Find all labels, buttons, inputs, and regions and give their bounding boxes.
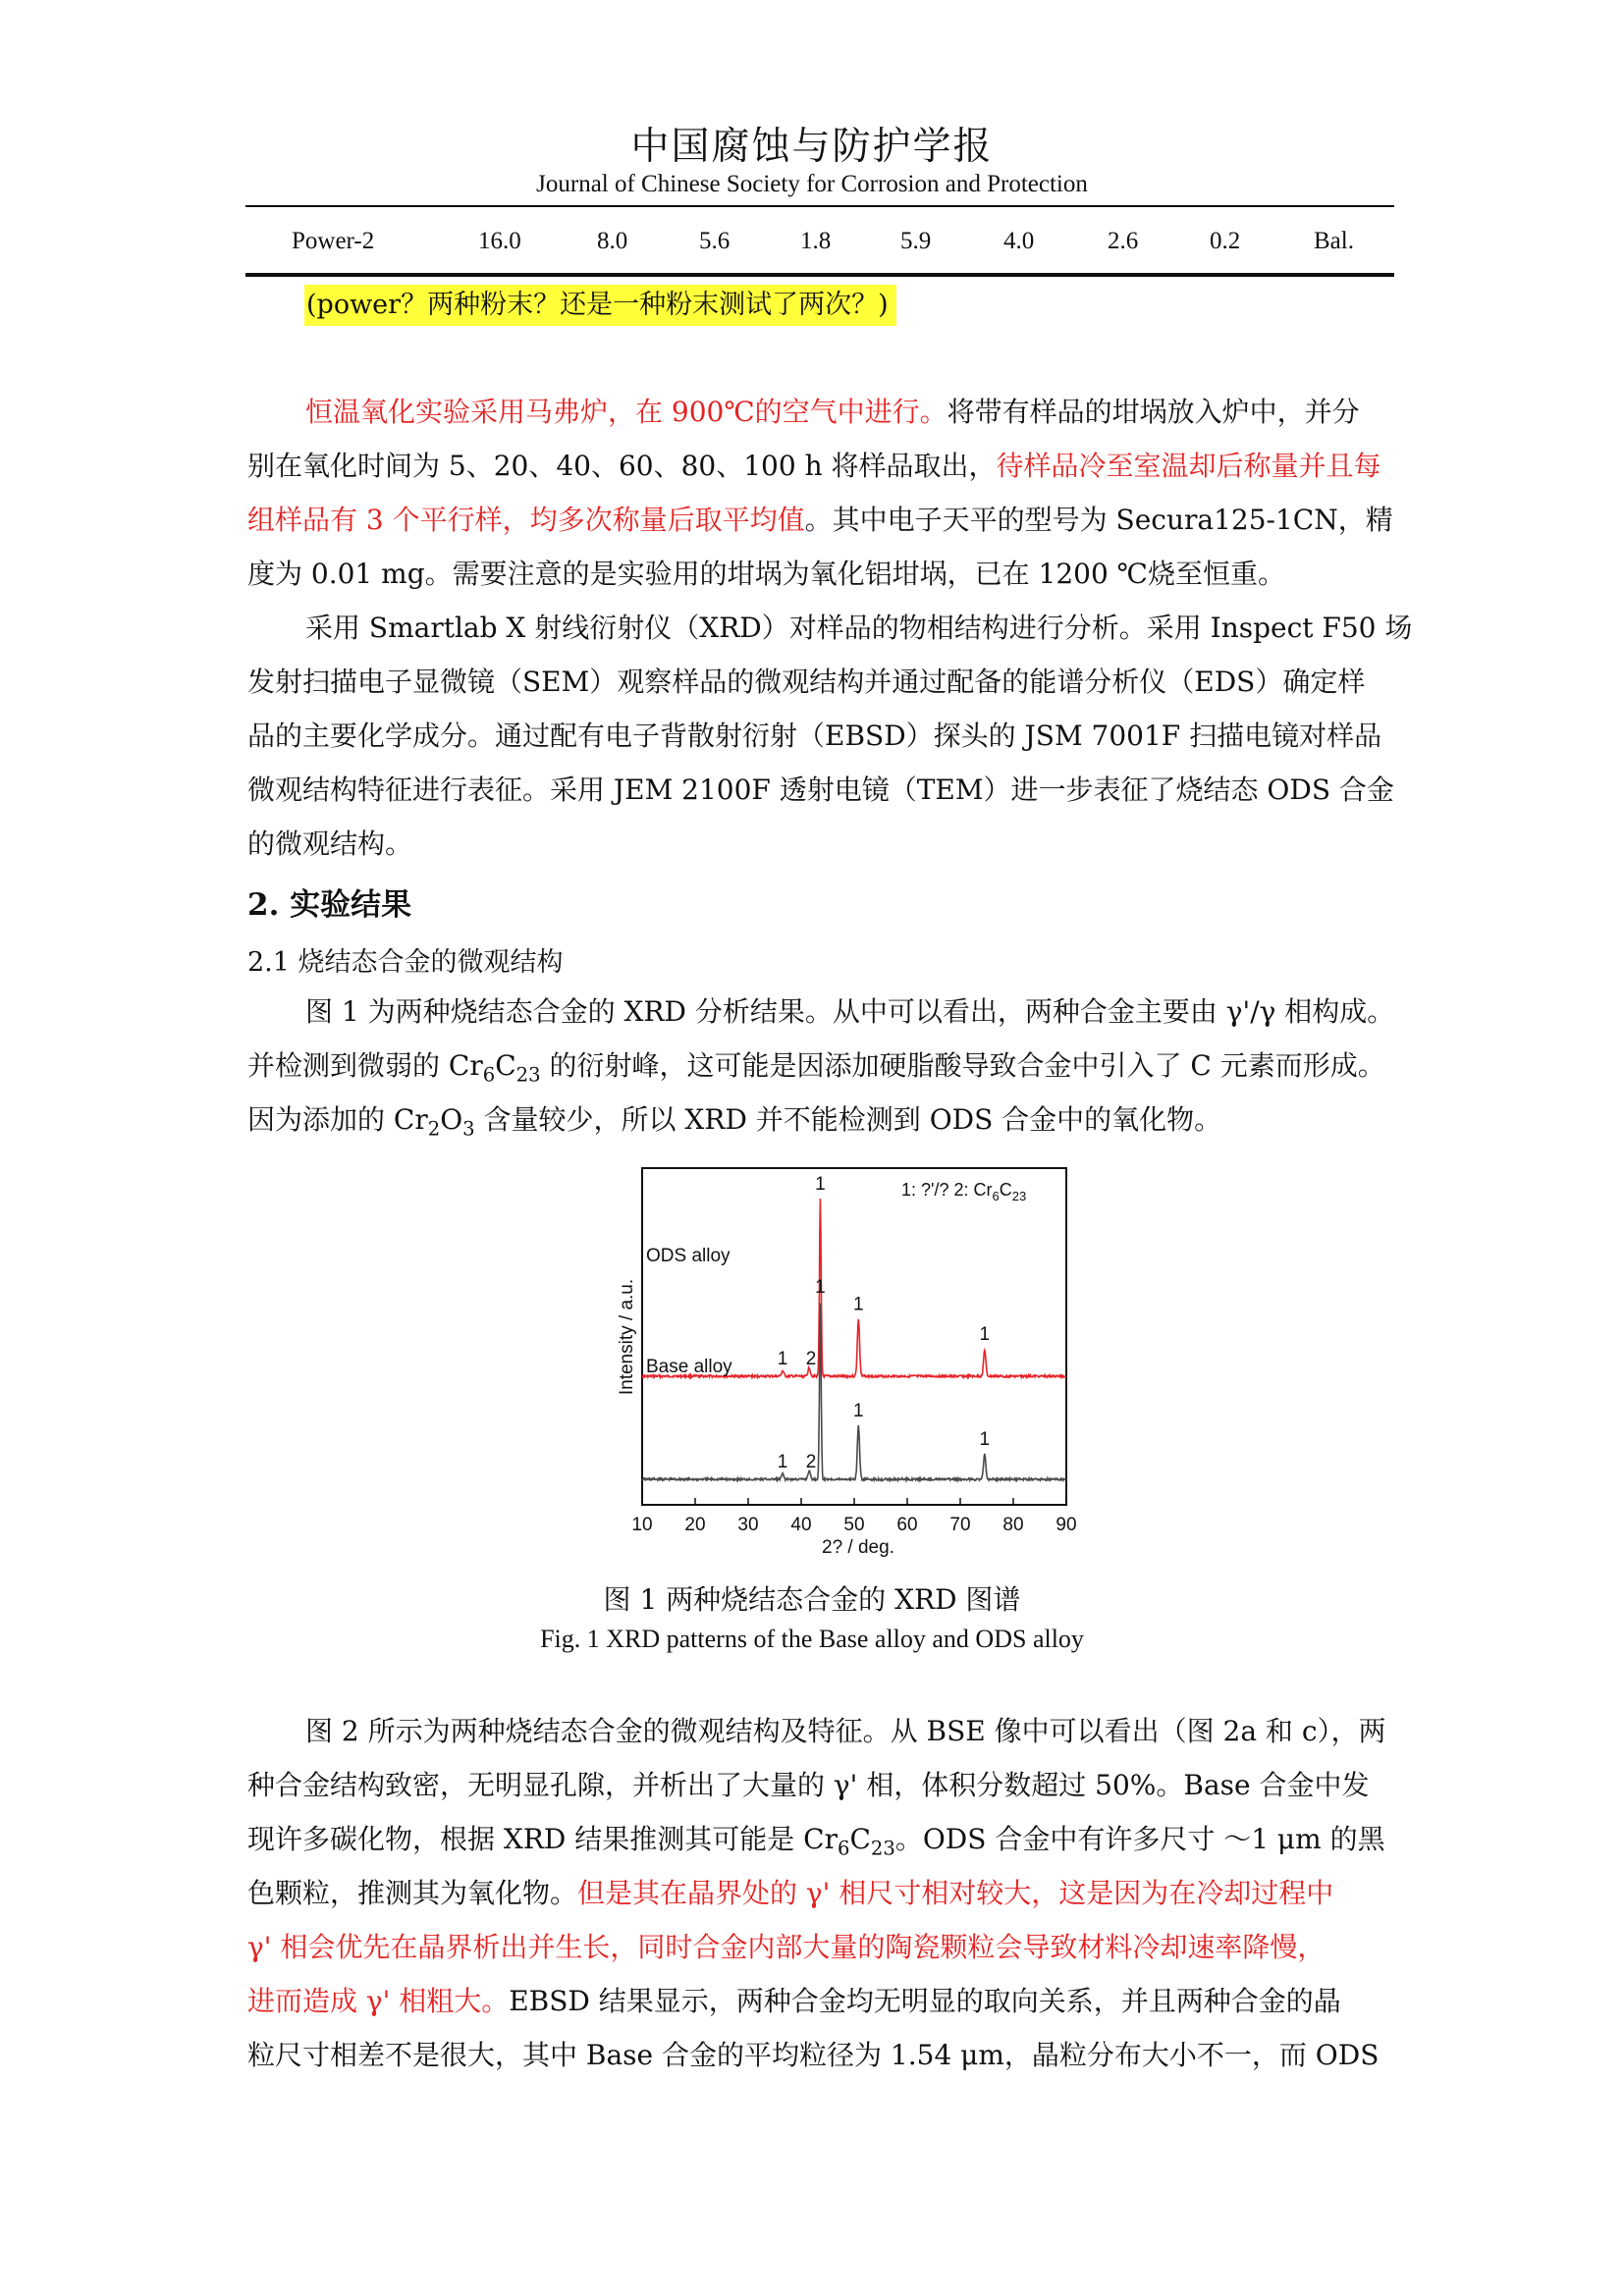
journal-title-en: Journal of Chinese Society for Corrosion and Protection: [536, 171, 1088, 197]
table-cell: 0.2: [1210, 228, 1241, 254]
text-span: 的衍射峰，这可能是因添加硬脂酸导致合金中引入了 C 元素而形成。: [540, 1049, 1385, 1082]
table-bottom-rule: [245, 273, 1394, 277]
x-tick-label: 50: [843, 1515, 865, 1535]
peak-labels: [778, 1174, 990, 1472]
subscript: 6: [482, 1063, 496, 1087]
text-span: C: [849, 1823, 871, 1855]
x-tick-label: 80: [1002, 1515, 1024, 1535]
paragraph-4-line-2: 种合金结构致密，无明显孔隙，并析出了大量的 γ' 相，体积分数超过 50%。Base 合金中发: [247, 1769, 1370, 1801]
text-span: 并检测到微弱的 Cr: [247, 1049, 483, 1082]
paragraph-2-line-3: 品的主要化学成分。通过配有电子背散射衍射（EBSD）探头的 JSM 7001F 扫描电镜对样品: [247, 720, 1382, 752]
text-span: 含量较少，所以 XRD 并不能检测到 ODS 合金中的氧化物。: [474, 1103, 1222, 1136]
paragraph-1-line-3: [247, 502, 1392, 539]
peak-label: 2: [805, 1452, 817, 1472]
table-cell: 5.9: [900, 228, 932, 254]
subscript: 2: [427, 1117, 441, 1141]
series-name-label: ODS alloy: [646, 1246, 731, 1266]
peak-label: 1: [777, 1452, 788, 1472]
text-span: 。其中电子天平的型号为 Secura125-1CN，精: [804, 504, 1393, 536]
header-rule: [245, 205, 1394, 207]
paragraph-4-line-6: [247, 1983, 1392, 2020]
x-tick-label: 10: [631, 1515, 653, 1535]
x-tick-label: 60: [896, 1515, 918, 1535]
series-layer: [642, 1199, 1066, 1480]
peak-label: 1: [979, 1428, 991, 1450]
peak-label: 1: [777, 1349, 788, 1369]
series-names: [646, 1246, 732, 1377]
peak-label: 1: [979, 1324, 991, 1345]
text-span: 色颗粒，推测其为氧化物。: [247, 1877, 578, 1909]
highlighted-text: 进而造成 γ' 相粗大。: [247, 1985, 510, 2017]
table-cell: 2.6: [1108, 228, 1139, 254]
table-cell: 8.0: [597, 228, 628, 254]
x-axis-label: 2? / deg.: [822, 1537, 894, 1558]
text-span: 将带有样品的坩埚放入炉中，并分: [947, 396, 1360, 428]
subscript: 6: [837, 1837, 850, 1860]
subscript: 23: [515, 1063, 541, 1087]
peak-label: 1: [815, 1174, 826, 1195]
x-tick-label: 70: [949, 1515, 971, 1535]
paragraph-4-line-7: 粒尺寸相差不是很大，其中 Base 合金的平均粒径为 1.54 μm，晶粒分布大小不一，而 ODS: [247, 2039, 1380, 2071]
paragraph-3-line-2: [247, 1047, 1392, 1085]
highlighted-review-note: (power？两种粉末？还是一种粉末测试了两次？): [304, 285, 896, 326]
paragraph-2-line-4: 微观结构特征进行表征。采用 JEM 2100F 透射电镜（TEM）进一步表征了烧结态 ODS 合金: [247, 774, 1394, 806]
x-tick-label: 20: [684, 1515, 706, 1535]
text-span: 别在氧化时间为 5、20、40、60、80、100 h 将样品取出，: [247, 450, 997, 482]
table-cell: 16.0: [478, 228, 521, 254]
xrd-chart: [589, 1158, 1100, 1571]
subsection-heading: 2.1 烧结态合金的微观结构: [247, 947, 564, 978]
text-span: O: [440, 1103, 463, 1136]
table-cell: 5.6: [699, 228, 731, 254]
plot-frame: [642, 1168, 1066, 1505]
paragraph-1-line-1: [305, 394, 1450, 431]
text-span: 。ODS 合金中有许多尺寸 ～1 μm 的黑: [894, 1823, 1385, 1855]
x-tick-label: 40: [790, 1515, 812, 1535]
paragraph-3-line-3: [247, 1101, 1392, 1139]
paragraph-1-line-2: [247, 448, 1392, 485]
peak-label: 1: [853, 1294, 864, 1315]
peak-label: 1: [815, 1277, 826, 1298]
y-axis-label: Intensity / a.u.: [617, 1278, 637, 1396]
text-span: C: [495, 1049, 516, 1082]
x-tick-label: 30: [737, 1515, 759, 1535]
highlighted-text: γ' 相会优先在晶界析出并生长，同时合金内部大量的陶瓷颗粒会导致材料冷却速率降慢，: [247, 1931, 1326, 1963]
paragraph-4-line-1: 图 2 所示为两种烧结态合金的微观结构及特征。从 BSE 像中可以看出（图 2a 和 c），两: [305, 1715, 1386, 1747]
subscript: 23: [870, 1837, 895, 1860]
paragraph-3-line-1: 图 1 为两种烧结态合金的 XRD 分析结果。从中可以看出，两种合金主要由 γ'/γ 相构成。: [305, 995, 1395, 1028]
paragraph-2-line-2: 发射扫描电子显微镜（SEM）观察样品的微观结构并通过配备的能谱分析仪（EDS）确定样: [247, 666, 1366, 698]
table-cell: 4.0: [1003, 228, 1035, 254]
highlighted-text: 但是其在晶界处的 γ' 相尺寸相对较大，这是因为在冷却过程中: [577, 1877, 1334, 1909]
peak-label: 1: [853, 1401, 864, 1421]
paragraph-1-line-4: 度为 0.01 mg。需要注意的是实验用的坩埚为氧化铝坩埚，已在 1200 ℃烧至恒重。: [247, 558, 1286, 590]
x-tick-label: 90: [1056, 1515, 1077, 1535]
legend: 1: ?'/? 2: $Cr_6C_{23}$: [901, 1180, 1027, 1203]
highlighted-text: 恒温氧化实验采用马弗炉，在 900℃的空气中进行。: [305, 396, 947, 428]
text-span: 现许多碳化物，根据 XRD 结果推测其可能是 Cr: [247, 1823, 838, 1855]
paragraph-4-line-3: [247, 1821, 1392, 1858]
peak-label: 2: [805, 1349, 817, 1369]
text-span: EBSD 结果显示，两种合金均无明显的取向关系，并且两种合金的晶: [509, 1985, 1341, 2017]
paragraph-2-line-1: 采用 Smartlab X 射线衍射仪（XRD）对样品的物相结构进行分析。采用 Inspect F50 场: [305, 612, 1413, 644]
series-name-label: Base alloy: [646, 1357, 732, 1377]
paragraph-4-line-5: [247, 1929, 1392, 1966]
section-heading: 2. 实验结果: [247, 887, 412, 923]
table-row-label: Power-2: [292, 228, 375, 254]
paragraph-2-line-5: 的微观结构。: [247, 828, 413, 860]
table-cell: 1.8: [800, 228, 832, 254]
text-span: 因为添加的 Cr: [247, 1103, 428, 1136]
table-cell: Bal.: [1314, 228, 1354, 254]
highlighted-text: 组样品有 3 个平行样，均多次称量后取平均值: [247, 504, 805, 536]
highlighted-text: 待样品冷至室温却后称量并且每: [996, 450, 1381, 482]
journal-title-cn: 中国腐蚀与防护学报: [630, 125, 994, 169]
figure-caption-cn: 图 1 两种烧结态合金的 XRD 图谱: [603, 1583, 1021, 1616]
subscript: 3: [462, 1117, 475, 1141]
series-line: [642, 1199, 1066, 1377]
figure-caption-en: Fig. 1 XRD patterns of the Base alloy and ODS alloy: [540, 1625, 1084, 1653]
x-axis-ticks: [631, 1498, 1076, 1535]
paragraph-4-line-4: [247, 1875, 1392, 1912]
series-line: [642, 1304, 1066, 1481]
